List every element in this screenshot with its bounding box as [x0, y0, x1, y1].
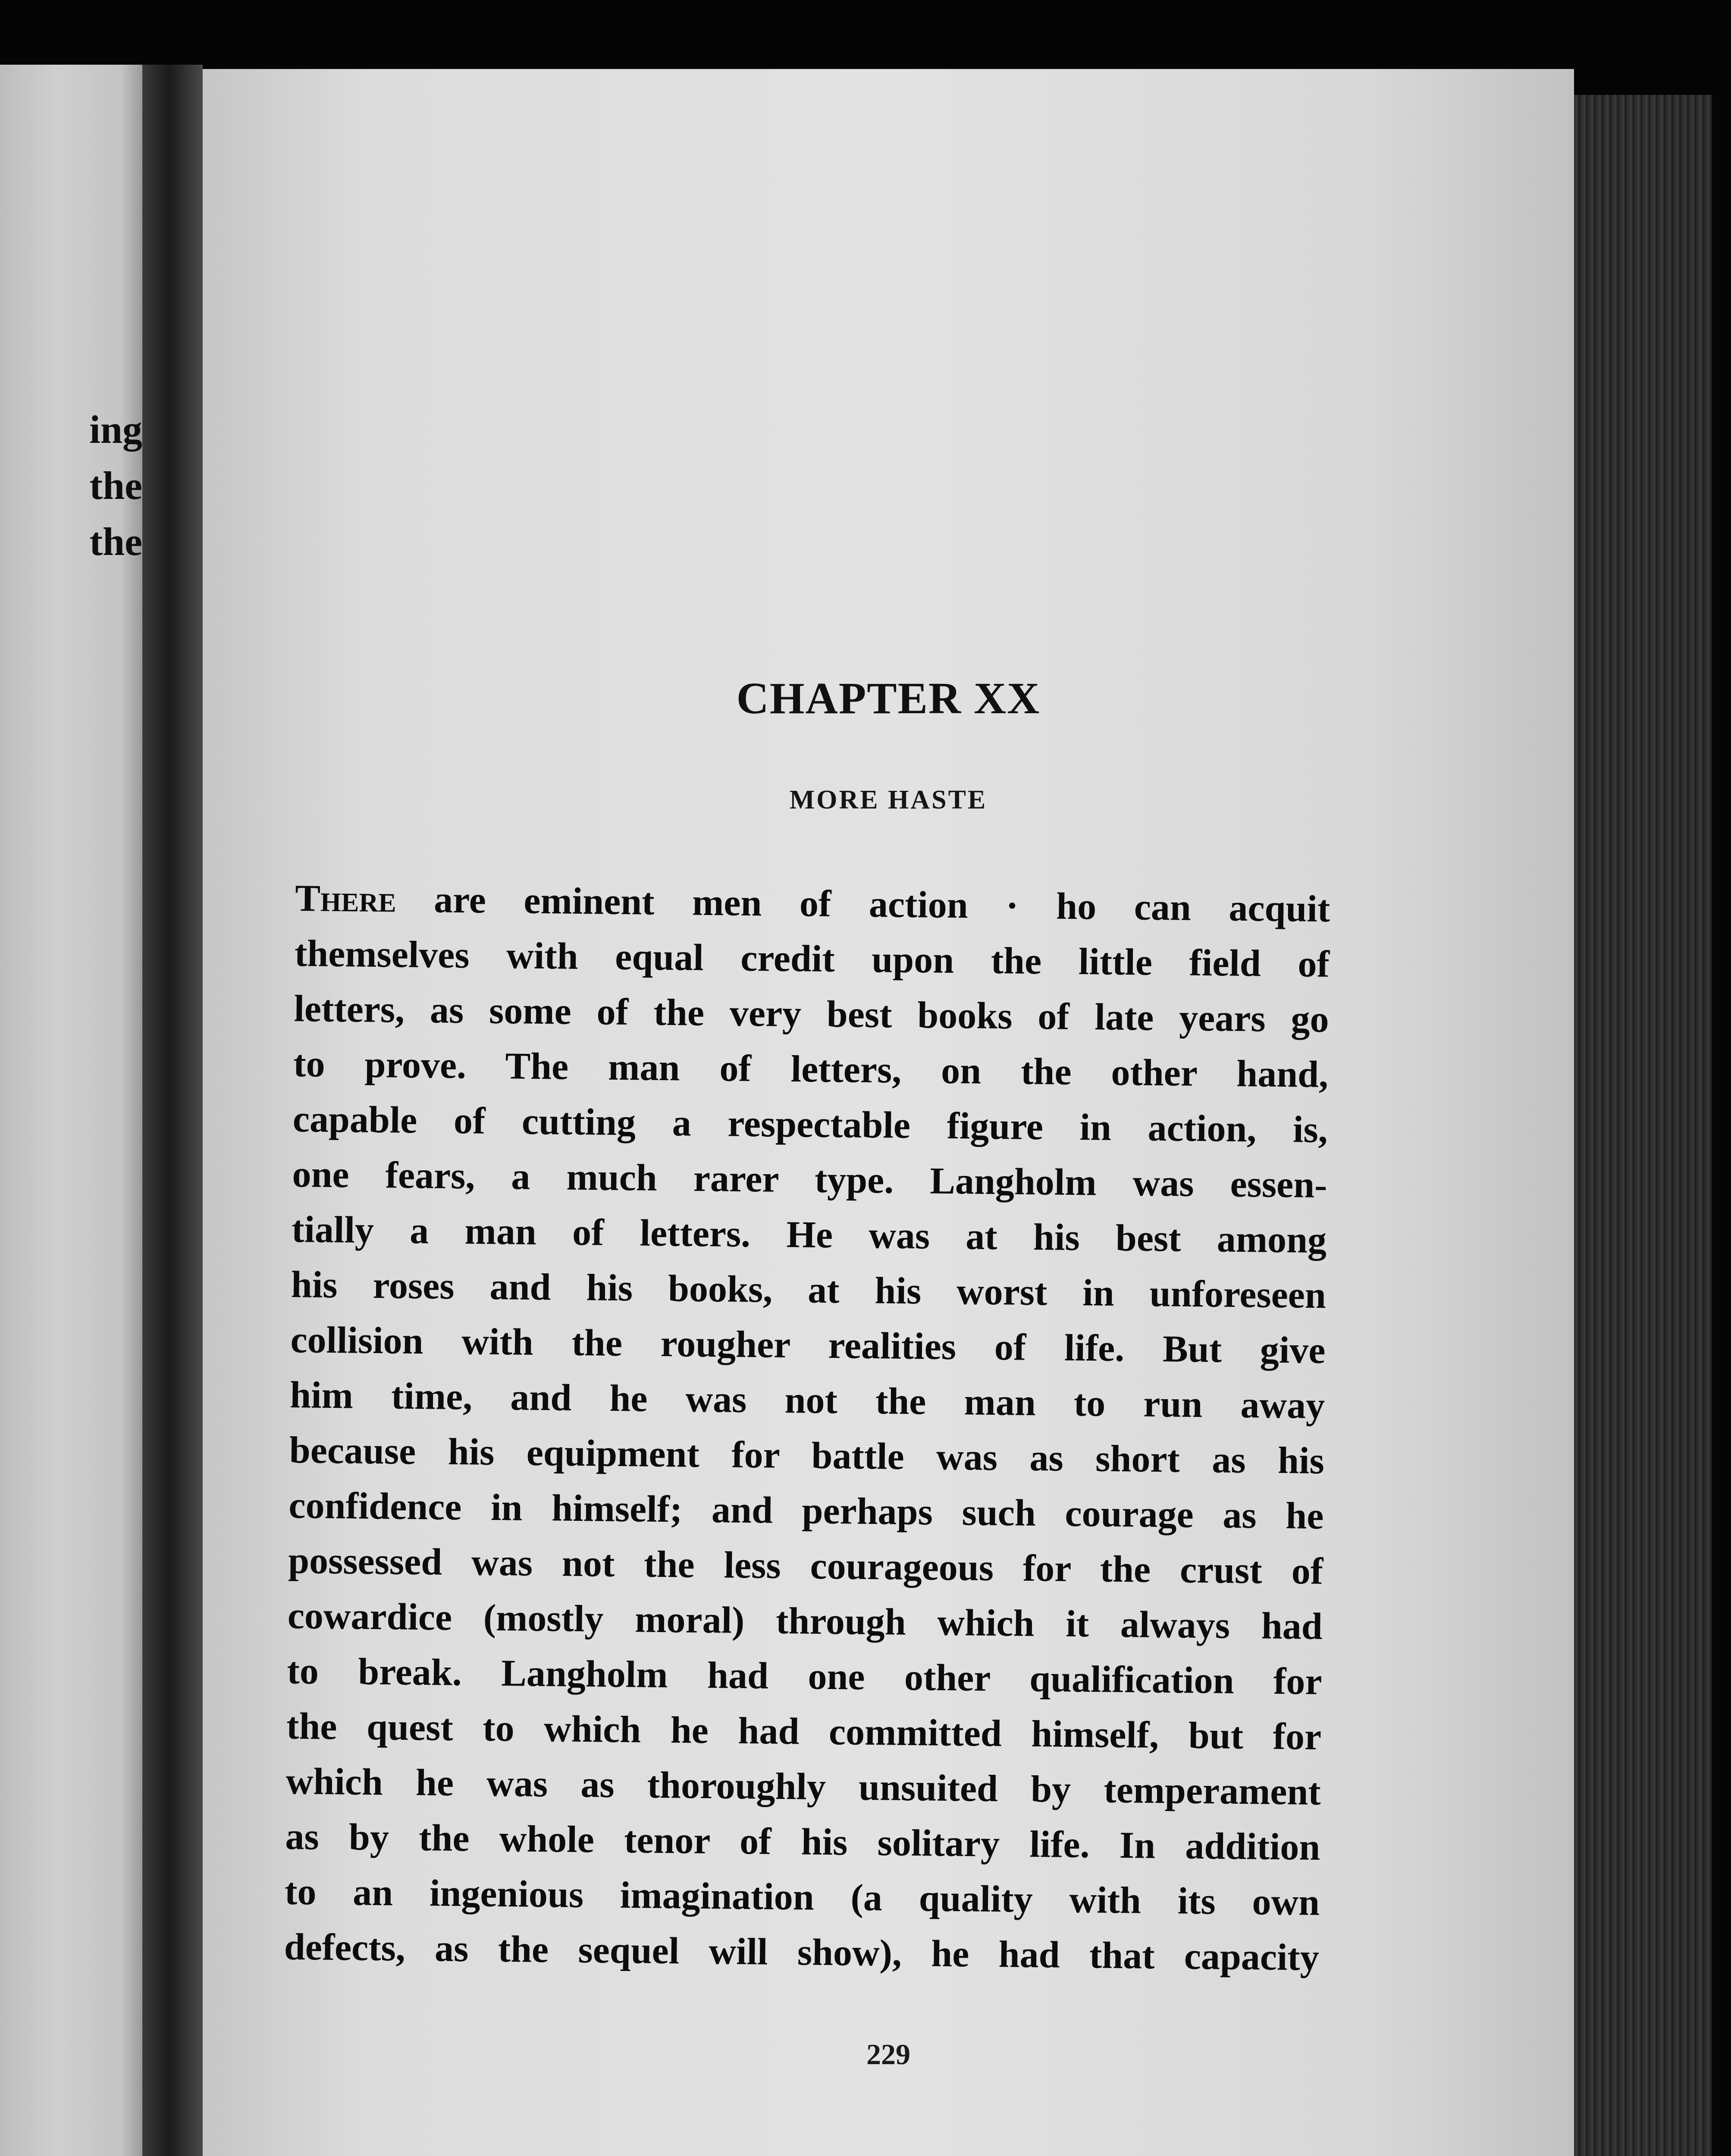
text-line: letters, as some of the very best books of late years go	[294, 987, 1330, 1041]
text-line: to prove. The man of letters, on the other hand,	[293, 1043, 1329, 1096]
left-page-fragment: the	[89, 520, 142, 564]
text-line: cowardice (mostly moral) through which it always had	[287, 1595, 1323, 1648]
drop-word: There	[295, 877, 397, 921]
book-gutter	[142, 65, 203, 2156]
text-line: themselves with equal credit upon the little field of	[294, 932, 1330, 986]
left-page-fragment: ing	[89, 407, 142, 451]
text-line: his roses and his books, at his worst in unforeseen	[291, 1263, 1326, 1317]
text-line: one fears, a much rarer type. Langholm was essen-	[292, 1153, 1328, 1206]
text-line: to break. Langholm had one other qualification for	[287, 1650, 1322, 1703]
chapter-subtitle: MORE HASTE	[789, 785, 988, 815]
text-line: capable of cutting a respectable figure in action, is,	[292, 1098, 1328, 1151]
chapter-heading: CHAPTER XX	[736, 674, 1041, 723]
page-number: 229	[866, 2038, 910, 2071]
text-line: to an ingenious imagination (a quality with its own	[284, 1871, 1320, 1924]
text-line: defects, as the sequel will show), he had that capacity	[284, 1926, 1320, 1979]
text-line: him time, and he was not the man to run away	[289, 1374, 1325, 1427]
text-line: confidence in himself; and perhaps such courage as he	[288, 1484, 1324, 1538]
text-line: possessed was not the less courageous for the crust of	[288, 1539, 1323, 1593]
text-line: collision with the rougher realities of life. But give	[290, 1319, 1326, 1372]
body-text	[284, 871, 1330, 1986]
page-edges	[1574, 95, 1712, 2156]
left-page-fragment: the	[89, 464, 142, 508]
text-line: because his equipment for battle was as short as his	[289, 1429, 1325, 1482]
left-facing-page	[0, 65, 142, 2156]
text-line: tially a man of letters. He was at his best among	[291, 1208, 1327, 1262]
text-line: the quest to which he had committed himself, but for	[286, 1705, 1322, 1758]
text-line: as by the whole tenor of his solitary life. In addition	[285, 1815, 1320, 1869]
text-line	[295, 871, 1330, 937]
text-line: which he was as thoroughly unsuited by temperament	[285, 1760, 1321, 1814]
text-line-content: are eminent men of action · ho can acquit	[396, 878, 1330, 931]
